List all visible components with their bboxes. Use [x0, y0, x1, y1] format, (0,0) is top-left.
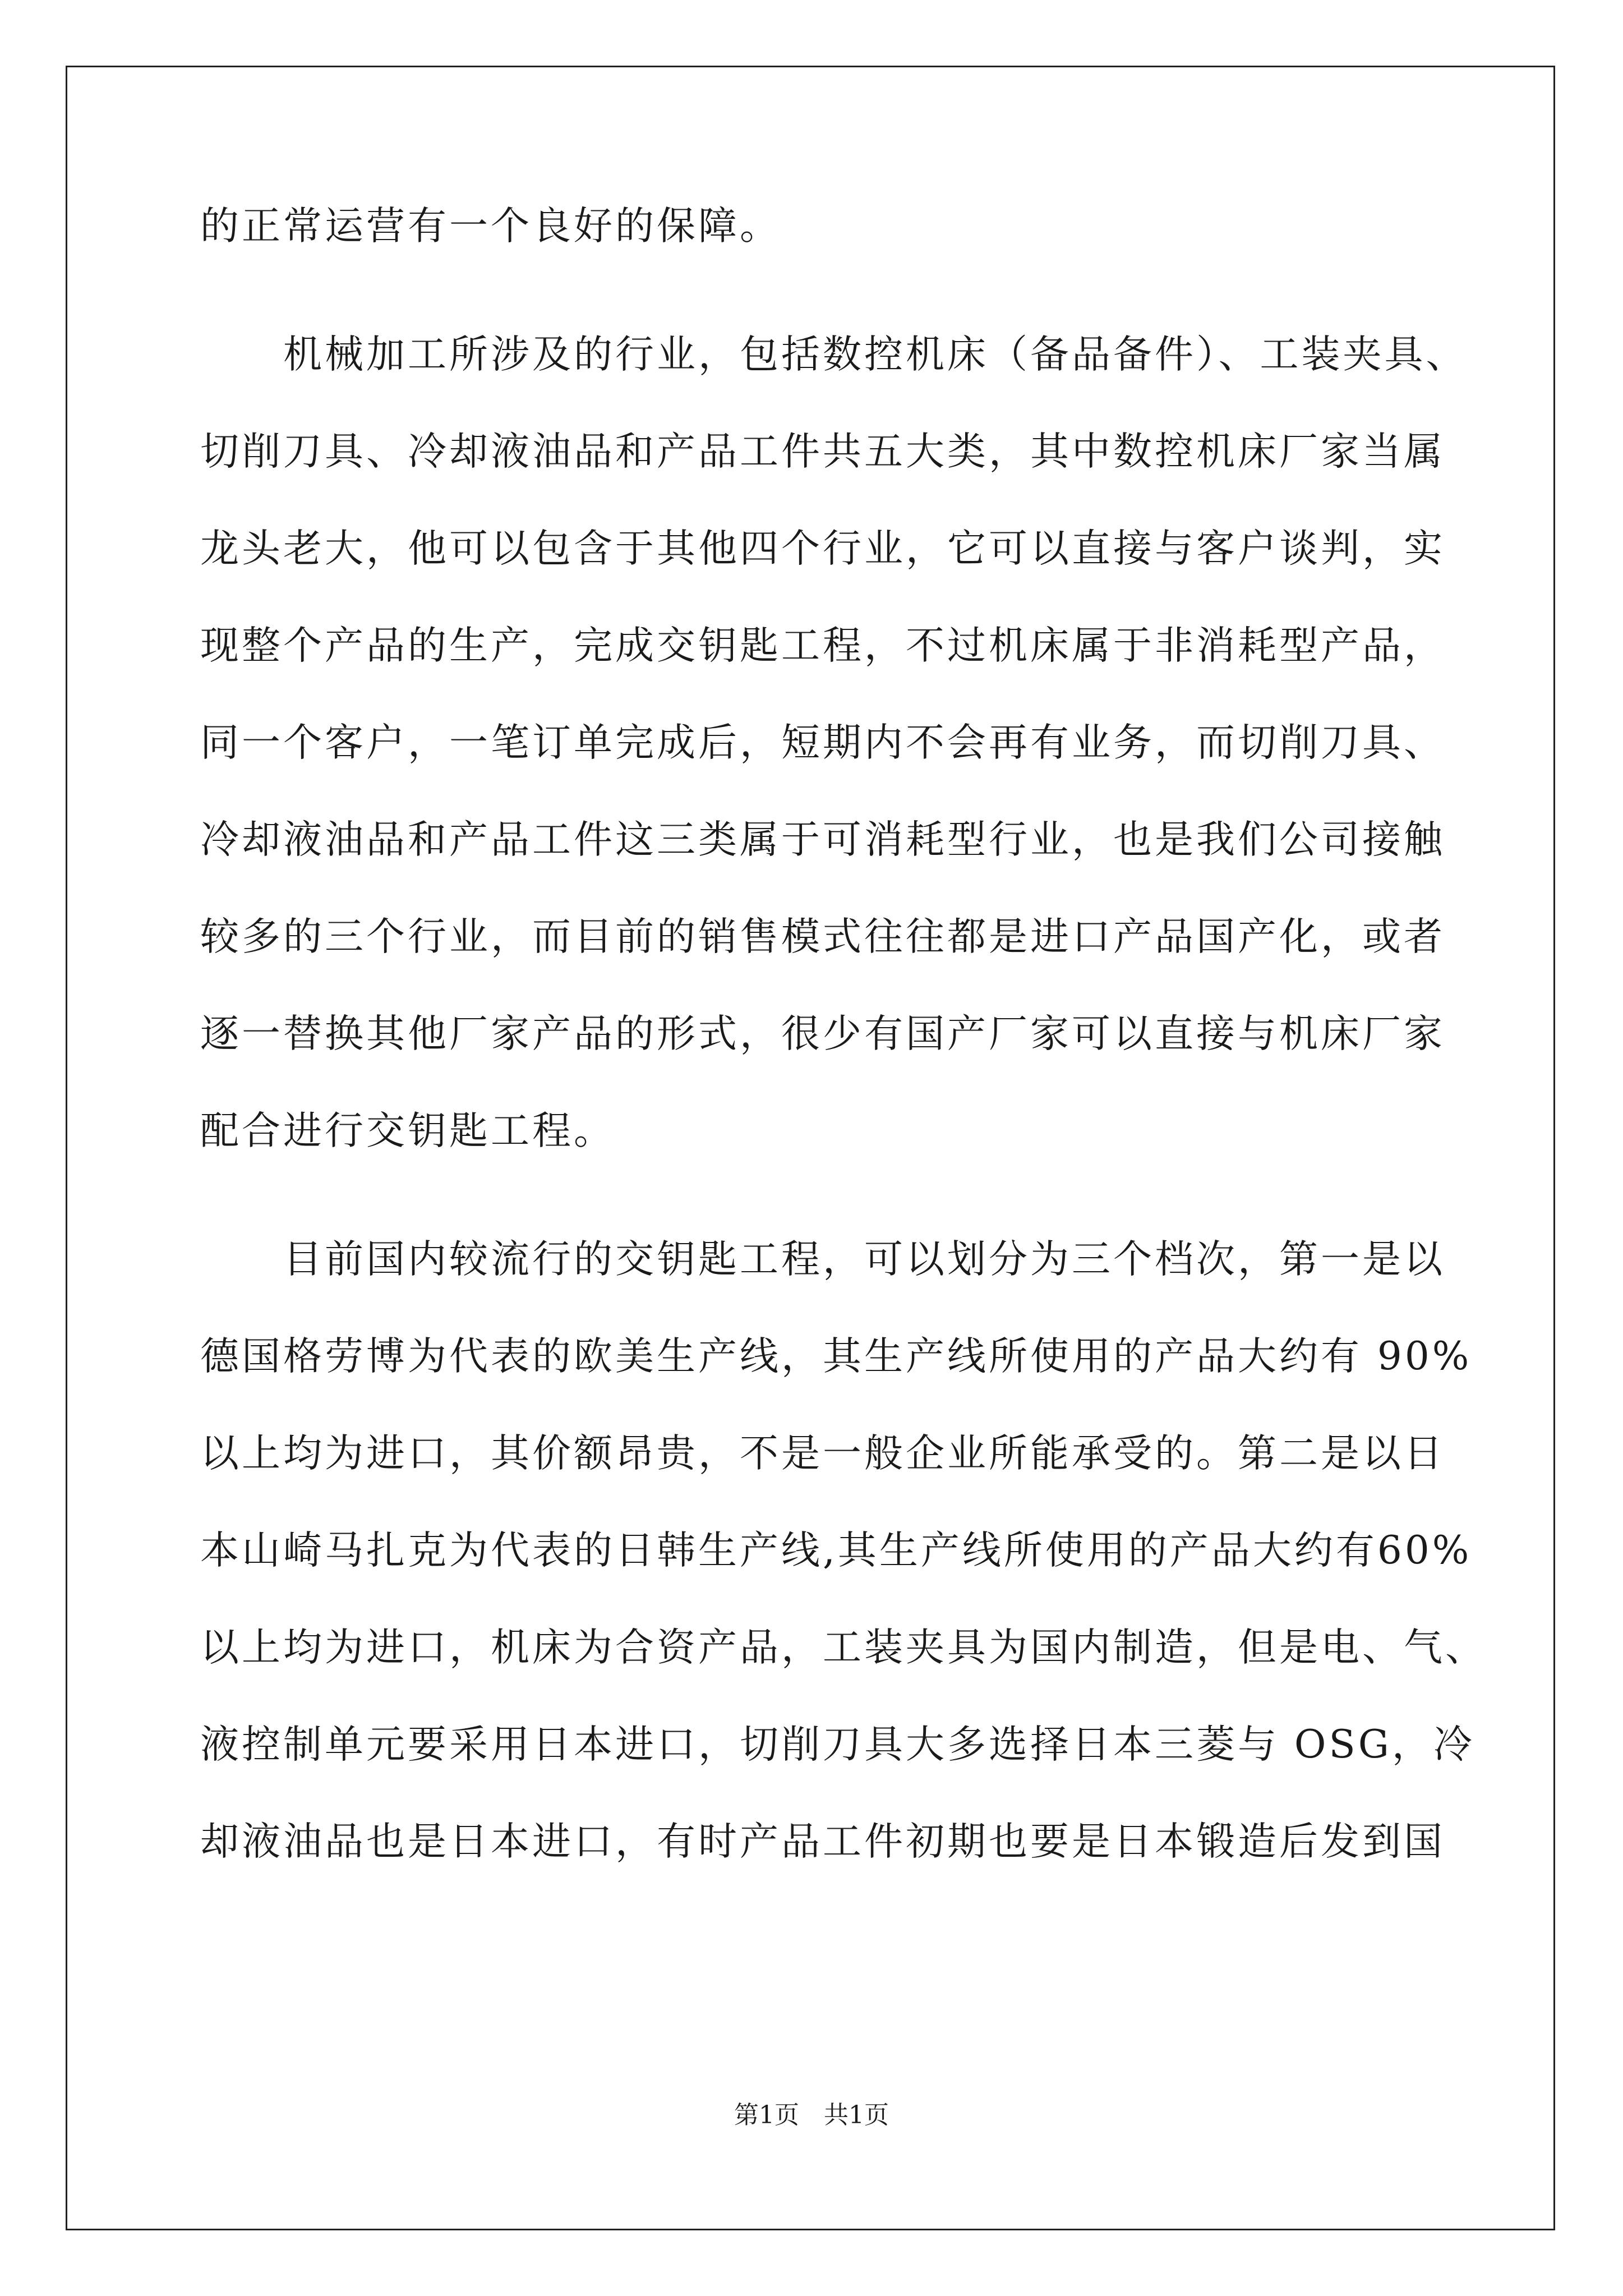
body-line-17: 却液油品也是日本进口，有时产品工件初期也要是日本锻造后发到国: [200, 1819, 1445, 1864]
body-line-15: 以上均为进口，机床为合资产品，工装夹具为国内制造，但是电、气、: [200, 1625, 1487, 1670]
body-line-11: 目前国内较流行的交钥匙工程，可以划分为三个档次，第一是以: [200, 1237, 1445, 1282]
body-line-16: 液控制单元要采用日本进口，切削刀具大多选择日本三菱与 OSG，冷: [200, 1722, 1475, 1767]
body-line-12: 德国格劳博为代表的欧美生产线，其生产线所使用的产品大约有 90%: [200, 1334, 1472, 1379]
body-line-6: 同一个客户，一笔订单完成后，短期内不会再有业务，而切削刀具、: [200, 720, 1445, 765]
body-line-4: 龙头老大，他可以包含于其他四个行业，它可以直接与客户谈判，实: [200, 526, 1445, 571]
body-line-3: 切削刀具、冷却液油品和产品工件共五大类，其中数控机床厂家当属: [200, 429, 1445, 474]
body-line-13: 以上均为进口，其价额昂贵，不是一般企业所能承受的。第二是以日: [200, 1431, 1445, 1476]
body-line-1: 的正常运营有一个良好的保障。: [200, 204, 781, 249]
page-number-footer: 第1页 共1页: [734, 2101, 889, 2129]
body-line-9: 逐一替换其他厂家产品的形式，很少有国产厂家可以直接与机床厂家: [200, 1011, 1445, 1056]
body-line-5: 现整个产品的生产，完成交钥匙工程，不过机床属于非消耗型产品，: [200, 623, 1445, 668]
body-line-7: 冷却液油品和产品工件这三类属于可消耗型行业，也是我们公司接触: [200, 817, 1445, 862]
body-line-10: 配合进行交钥匙工程。: [200, 1108, 615, 1153]
body-line-14: 本山崎马扎克为代表的日韩生产线,其生产线所使用的产品大约有60%: [200, 1528, 1472, 1573]
body-line-2: 机械加工所涉及的行业，包括数控机床（备品备件）、工装夹具、: [200, 332, 1468, 377]
body-line-8: 较多的三个行业，而目前的销售模式往往都是进口产品国产化，或者: [200, 914, 1445, 959]
